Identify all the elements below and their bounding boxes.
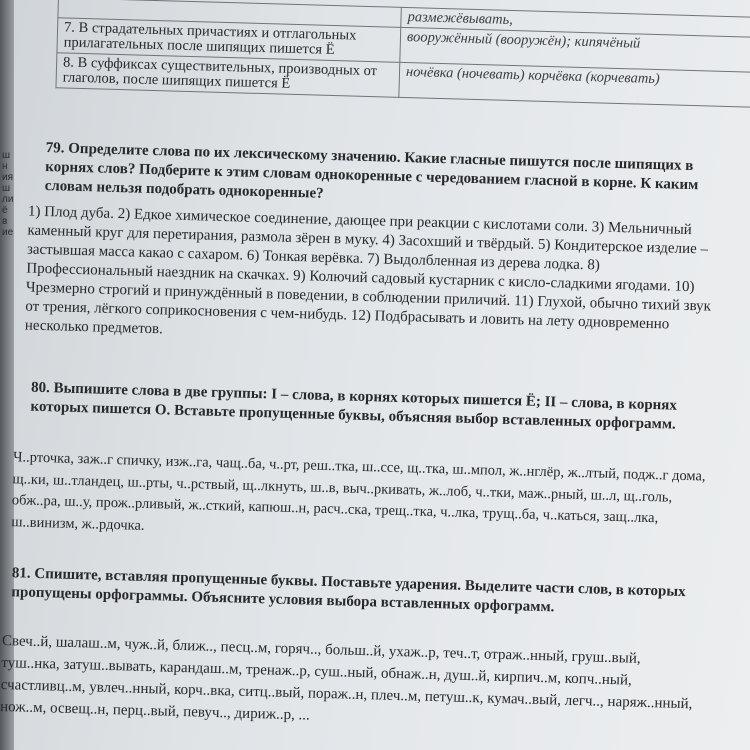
exercise-prompt-text: Выпишите слова в две группы: I – слова, в корнях которых пишется Ё; II – слова, в корнях которых пишется О. Вставьте пропущенные буквы, объясняя выбор вставленных орфограмм. xyxy=(30,380,678,433)
exercise-number: 81. xyxy=(11,565,31,582)
exercise-prompt-text: Определите слова по их лексическому значению. Какие гласные пишутся после шипящих в корнях слов? Подберите к этим словам однокоренные с чередованием гласной в корне. К каким словам нельзя подобрать однокоренные? xyxy=(44,140,699,202)
example-cell: вооружённый (вооружён); кипячёный xyxy=(400,27,750,72)
exercise-number: 80. xyxy=(30,379,51,397)
exercise-80-prompt xyxy=(30,379,731,437)
example-cell: размежёвывать, xyxy=(401,7,750,37)
example-cell: ночёвка (ночевать) корчёвка (корчевать) xyxy=(399,62,750,107)
exercise-79-prompt xyxy=(44,139,745,216)
exercise-prompt-text: Спишите, вставляя пропущенные буквы. Поставьте ударения. Выделите части слов, в которых пропущены орфограммы. Объясните условия выбора вставленных орфограмм. xyxy=(11,565,686,616)
exercise-80-body: Ч..рточка, заж..г спичку, изж..га, чащ..ба, ч..рт, реш..тка, ш..ссе, щ..тка, ш..мпол, ж..нглёр, ж..лтый, подж..г дома, щ..ки, ш..тландец, ш..рты, ч..рствый, щ..лкнуть, ш..в, выч..ркивать, ж..лоб, ч..тки, маж..рный, ш..л, щ..голь, обж..ра, ш..у, прож..рливый, ж..сткий, капюш..н, расч..ска, трещ..тка, ч..лка, трущ..ба, ч..каться, защ..лка, ш..винизм, ж..рдочка. xyxy=(11,449,706,534)
exercise-81-body: Свеч..й, шалаш..м, чуж..й, ближ.., песц..м, горяч.., больш..й, ухаж..р, теч..т, отраж..нный, груш..вый, туш..нка, затуш..вывать, карандаш..м, тренаж..р, суш..ный, обнаж..н, душ..й, кирпич..м, копч..ный, счастливц..м, увлеч..нный, корч..вка, ситц..вый, пораж..н, плеч..м, петуш..к, кумач..вый, легч.., наряж..нный, нож..м, освещ..н, перц..вый, певуч.., дириж..р, ... xyxy=(0,632,693,724)
exercise-number: 79. xyxy=(45,140,65,157)
spine-fragment-text: шн ия шли ё в ие xyxy=(2,150,14,238)
exercise-81-prompt xyxy=(11,564,712,622)
rules-table xyxy=(55,0,750,108)
rule-cell: 7. В страдательных причастиях и отглагольных прилагательных после шипящих пишется Ё xyxy=(57,18,401,63)
rule-cell: 8. В суффиксах существительных, производных от глаголов, после шипящих пишется Ё xyxy=(56,53,400,98)
exercise-79-body: 1) Плод дуба. 2) Едкое химическое соединение, дающее при реакции с кислотами соли. 3) Мельничный каменный круг для перетирания, размола зёрен в муку. 4) Засохший и твёрдый. 5) Кондитерское изделие – застывшая масса какао с сахаром. 6) Тонкая верёвка. 7) Выдолбленная из дерева лодка. 8) Профессиональный наездник на скачках. 9) Колючий садовый кустарник с кисло-сладкими ягодами. 10) Чрезмерно строгий и принуждённый в поведении, в соблюдении приличий. 11) Глухой, обычно тихий звук от трения, лёгкого соприкосновения с чем-нибудь. 12) Подбрасывать и ловить на лету одновременно несколько предметов. xyxy=(24,203,712,338)
